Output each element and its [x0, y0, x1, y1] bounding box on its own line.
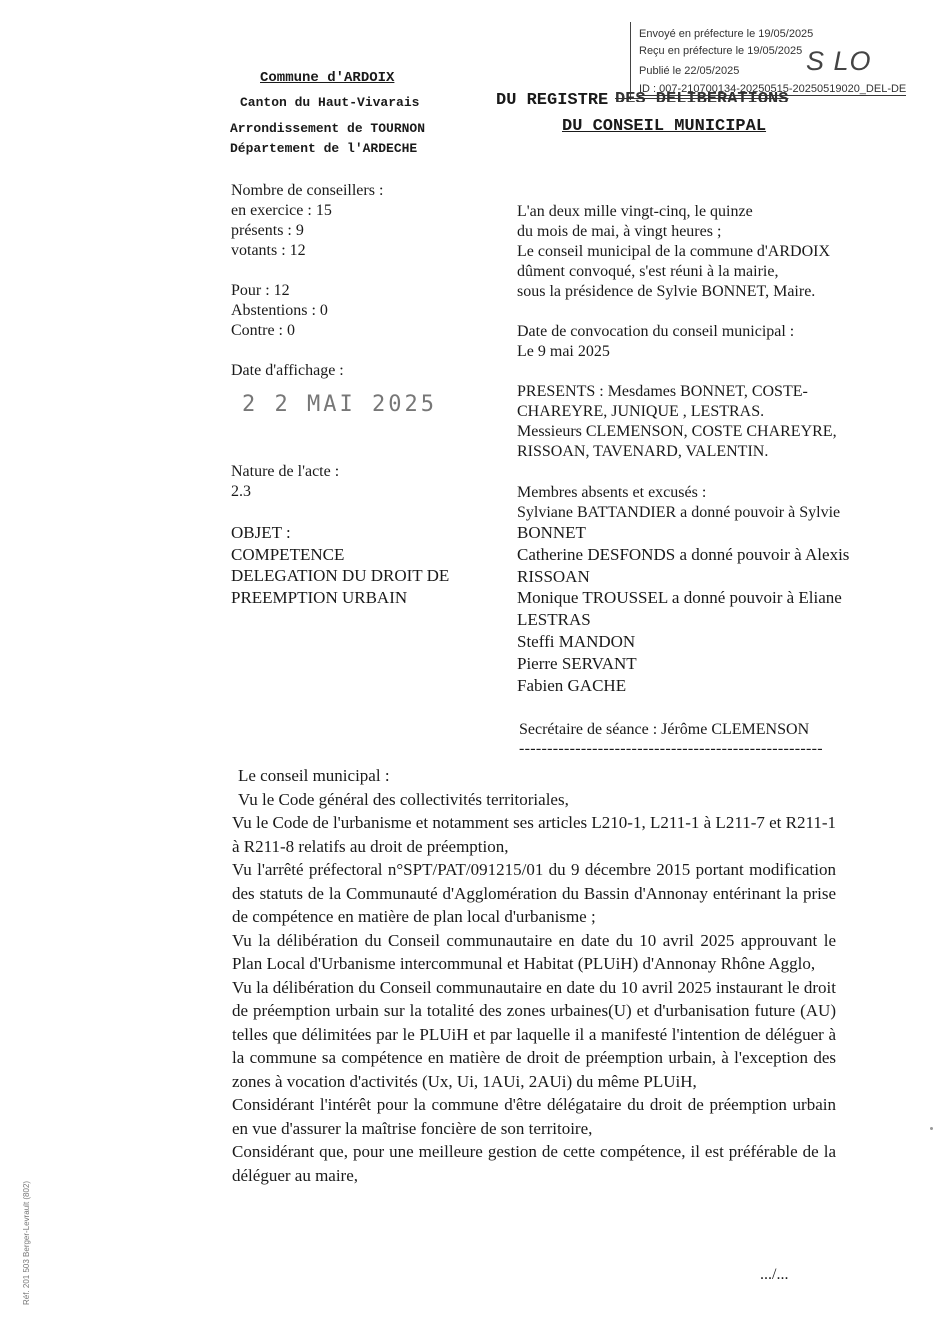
stamp-published: Publié le 22/05/2025: [639, 65, 740, 77]
secretaire: Secrétaire de séance : Jérôme CLEMENSON: [519, 721, 810, 738]
stamp-sent: Envoyé en préfecture le 19/05/2025: [639, 28, 814, 40]
absent-line: Steffi MANDON: [517, 631, 636, 651]
continued-marker: .../...: [760, 1266, 789, 1283]
objet-block: [231, 522, 449, 608]
counts-label: Nombre de conseillers :: [231, 182, 384, 199]
intro-line: dûment convoqué, s'est réuni à la mairie,: [517, 263, 779, 280]
canton: Canton du Haut-Vivarais: [240, 95, 420, 110]
objet-label: OBJET :: [231, 523, 291, 542]
body-paragraph: Vu la délibération du Conseil communautaire en date du 10 avril 2025 approuvant le Plan Local d'Urbanisme intercommunal et Habitat (PLUiH) d'Annonay Rhône Agglo,: [232, 930, 836, 973]
presents-line: RISSOAN, TAVENARD, VALENTIN.: [517, 443, 769, 460]
absents-block: [517, 522, 849, 696]
objet-line: COMPETENCE: [231, 544, 345, 564]
vote-contre: Contre : 0: [231, 322, 295, 339]
intro-line: sous la présidence de Sylvie BONNET, Maire.: [517, 283, 816, 300]
scan-speck: [930, 1127, 933, 1130]
form-reference: Réf. 201 503 Berger-Levrault (802): [22, 1180, 31, 1305]
absent-line: Catherine DESFONDS a donné pouvoir à Alexis: [517, 544, 850, 564]
count-exercice: en exercice : 15: [231, 202, 332, 219]
presents-line: Messieurs CLEMENSON, COSTE CHAREYRE,: [517, 423, 837, 440]
departement: Département de l'ARDECHE: [230, 141, 418, 156]
intro-line: L'an deux mille vingt-cinq, le quinze: [517, 203, 753, 220]
presents-line: PRESENTS : Mesdames BONNET, COSTE-: [517, 383, 808, 400]
presents-block: [517, 382, 837, 462]
votes-block: [231, 281, 328, 341]
convocation-date: Le 9 mai 2025: [517, 343, 610, 360]
nature-value: 2.3: [231, 483, 251, 500]
absent-line: LESTRAS: [517, 610, 591, 630]
separator: ------------------------------------------------------: [519, 740, 823, 757]
convocation-label: Date de convocation du conseil municipal :: [517, 323, 795, 340]
vote-pour: Pour : 12: [231, 282, 290, 299]
objet-line: PREEMPTION URBAIN: [231, 587, 408, 607]
objet-line: DELEGATION DU DROIT DE: [231, 566, 450, 585]
nature-block: [231, 462, 339, 502]
absent-line: Monique TROUSSEL a donné pouvoir à Eliane: [517, 588, 842, 608]
body-paragraph: Vu la délibération du Conseil communautaire en date du 10 avril 2025 instaurant le droit de préemption urbain sur la totalité des zones urbaines(U) et d'urbanisation future (AU) telles que délimitées par le PLUiH et par laquelle il a manifesté l'intention de déléguer à la commune sa compétence en matière de droit de préemption urbain, à l'exception des zones à vocation d'activités (Ux, Ui, 1AUi, 2AUi) du même PLUiH,: [232, 977, 836, 1091]
body-paragraph: Vu le Code général des collectivités territoriales,: [238, 789, 569, 809]
body-paragraph: Considérant l'intérêt pour la commune d'être délégataire du droit de préemption urbain en vue d'assurer la maîtrise foncière de son territoire,: [232, 1095, 836, 1138]
stamp-received: Reçu en préfecture le 19/05/2025: [639, 45, 803, 57]
counts-block: [231, 181, 383, 261]
affichage-label: Date d'affichage :: [231, 362, 344, 379]
vote-abstentions: Abstentions : 0: [231, 302, 328, 319]
body-paragraph: Vu le Code de l'urbanisme et notamment ses articles L210-1, L211-1 à L211-7 et R211-1 à R211-8 relatifs au droit de préemption,: [232, 813, 836, 856]
handwritten-mark: S LO: [806, 46, 872, 76]
register-title-line2: DU CONSEIL MUNICIPAL: [562, 117, 767, 136]
absents-title: Membres absents et excusés :: [517, 484, 707, 501]
prefecture-stamp: [630, 22, 923, 100]
deliberation-body: [232, 764, 836, 1187]
absent-line: RISSOAN: [517, 566, 590, 586]
commune-title: Commune d'ARDOIX: [260, 70, 395, 86]
count-presents: présents : 9: [231, 222, 304, 239]
affichage-date-stamp: 2 2 MAI 2025: [242, 392, 437, 417]
register-struck-text: DES DELIBERATIONS: [615, 90, 789, 102]
absent-line: BONNET: [517, 523, 586, 542]
intro-line: Le conseil municipal de la commune d'ARDOIX: [517, 243, 831, 260]
arrondissement: Arrondissement de TOURNON: [230, 121, 426, 136]
presents-line: CHAREYRE, JUNIQUE , LESTRAS.: [517, 403, 765, 420]
absent-line: Fabien GACHE: [517, 675, 627, 695]
stamp-id: ID : 007-210700134-20250515-20250519020_DEL-DE: [639, 83, 907, 95]
register-title-struck: [615, 90, 885, 102]
body-paragraph: Vu l'arrêté préfectoral n°SPT/PAT/091215/01 du 9 décembre 2015 portant modification des statuts de la Communauté d'Agglomération du Bassin d'Annonay entérinant la prise de compétence en matière de plan local d'urbanisme ;: [232, 860, 836, 926]
body-intro: Le conseil municipal :: [238, 766, 390, 785]
absents-first-line: Sylviane BATTANDIER a donné pouvoir à Sylvie: [517, 504, 841, 521]
register-title-line1: DU REGISTRE: [496, 91, 609, 110]
convocation-block: [517, 322, 794, 362]
nature-label: Nature de l'acte :: [231, 463, 340, 480]
intro-line: du mois de mai, à vingt heures ;: [517, 223, 722, 240]
count-votants: votants : 12: [231, 242, 306, 259]
absent-line: Pierre SERVANT: [517, 653, 637, 673]
body-paragraph: Considérant que, pour une meilleure gestion de cette compétence, il est préférable de la déléguer au maire,: [232, 1142, 836, 1185]
intro-block: [517, 202, 830, 302]
